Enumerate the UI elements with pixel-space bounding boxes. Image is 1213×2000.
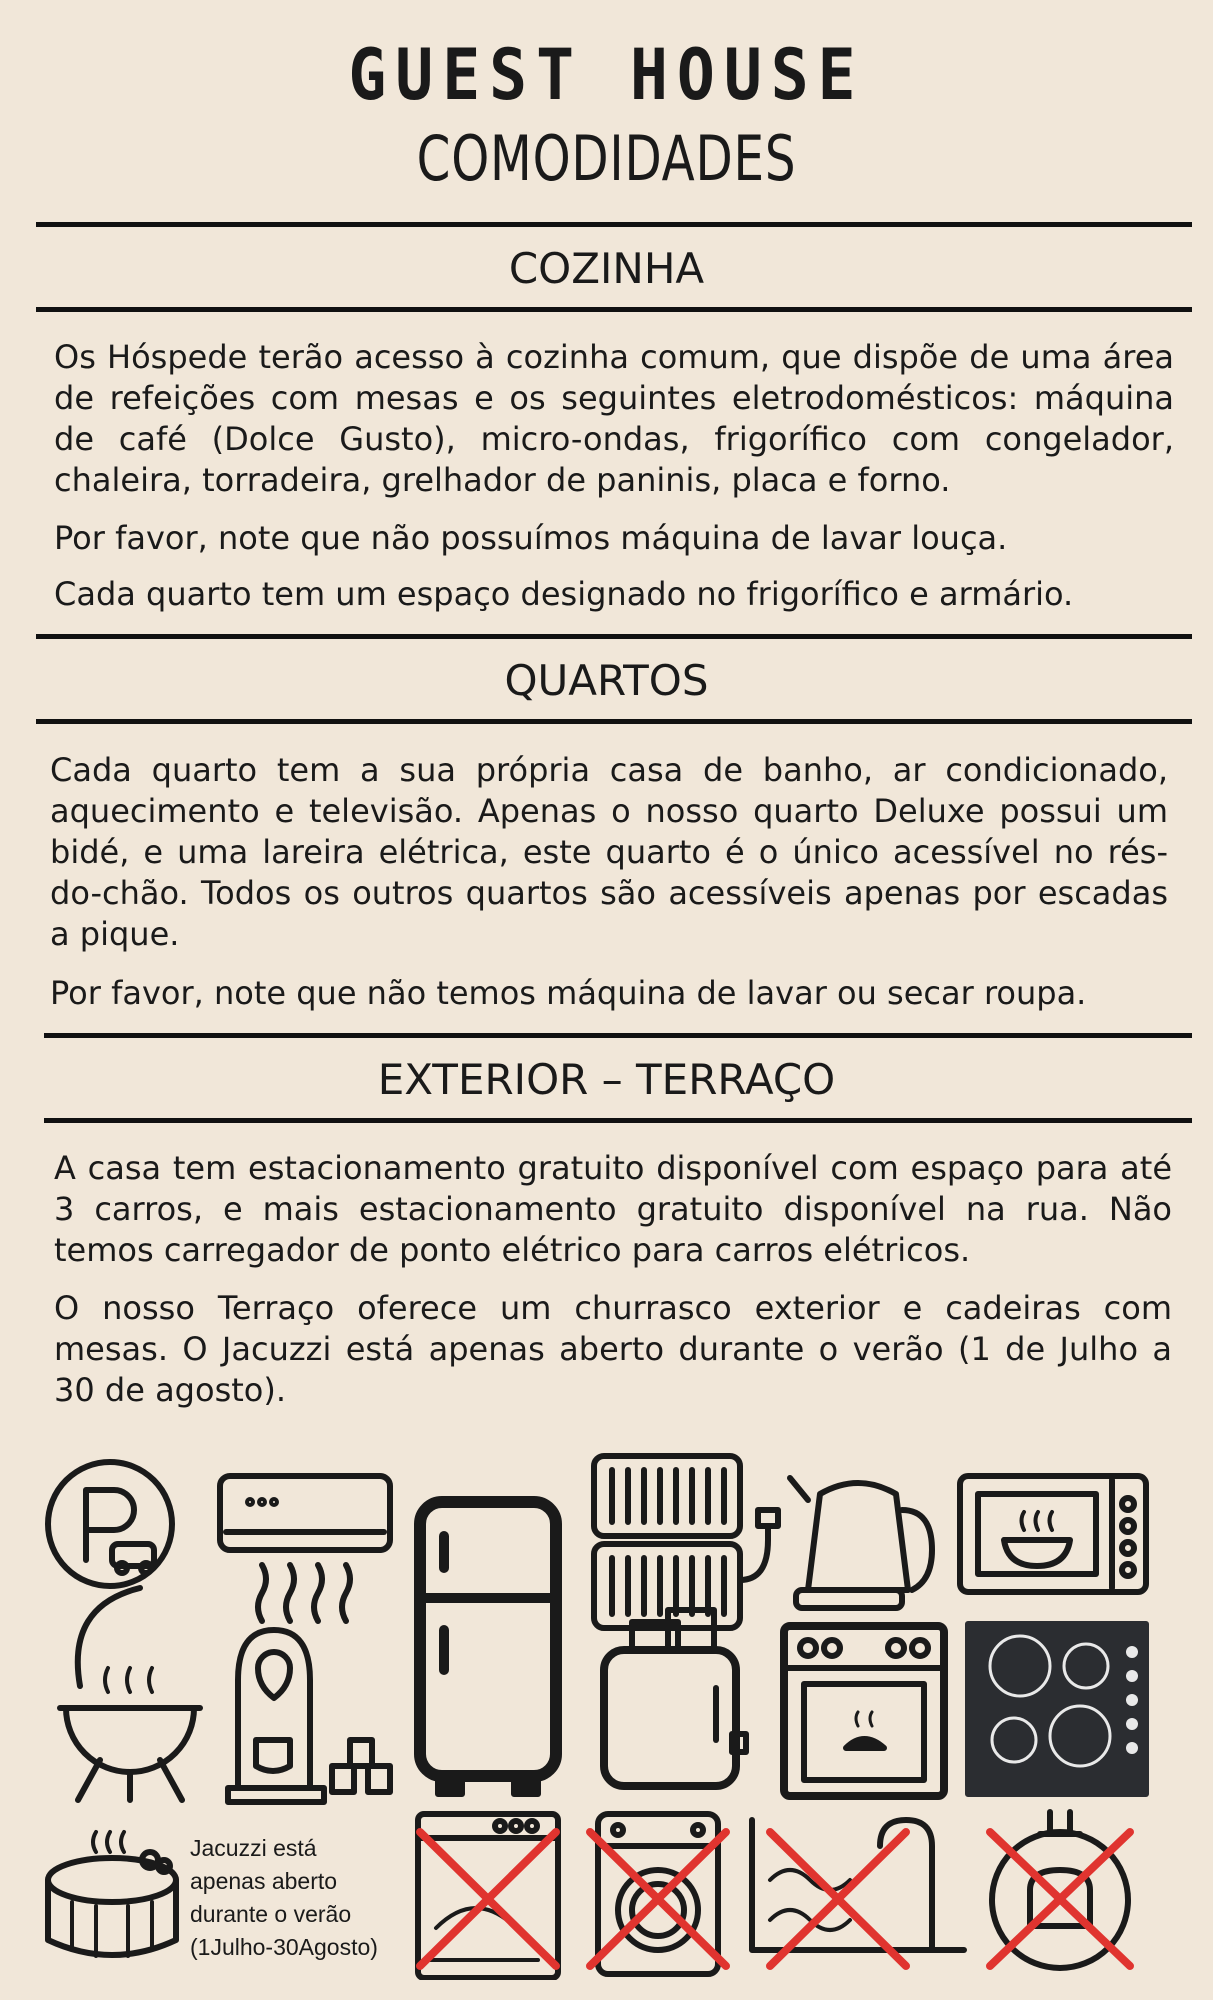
panini-grill-icon [594, 1456, 778, 1628]
oven-icon [784, 1626, 944, 1796]
divider [36, 634, 1192, 639]
bbq-icon [60, 1588, 200, 1800]
rooms-paragraph-1: Cada quarto tem a sua própria casa de banho, ar condicionado, aquecimento e televisão. Apenas o nosso quarto Deluxe possui um bidé, e uma lareira elétrica, este quarto é o único acessível no rés-do-chão. Todos os outros quartos são acessíveis apenas por escadas a pique. [50, 751, 1168, 953]
section-heading-kitchen: COZINHA [508, 244, 705, 293]
rooms-paragraph-2: Por favor, note que não temos máquina de lavar ou secar roupa. [50, 974, 1087, 1012]
microwave-icon [960, 1476, 1146, 1592]
kettle-icon [790, 1478, 932, 1608]
kitchen-paragraph-3: Cada quarto tem um espaço designado no frigorífico e armário. [54, 575, 1074, 613]
exterior-paragraph-1: A casa tem estacionamento gratuito disponível com espaço para até 3 carros, e mais estacionamento gratuito disponível na rua. Não temos carregador de ponto elétrico para carros elétricos. [54, 1149, 1172, 1269]
page-title: GUEST HOUSE [348, 34, 865, 116]
amenities-icon-grid [0, 1440, 1213, 1980]
no-sink-icon [752, 1820, 964, 1950]
hob-icon [968, 1624, 1146, 1794]
kitchen-paragraph-1: Os Hóspede terão acesso à cozinha comum, que dispõe de uma área de refeições com mesas e os seguintes eletrodomésticos: máquina de café (Dolce Gusto), micro-ondas, frigorífico com congelador, chaleira, torradeira, grelhador de paninis, placa e forno. [54, 338, 1174, 499]
page-subtitle: COMODIDADES [416, 122, 797, 195]
divider [36, 307, 1192, 312]
divider [44, 1033, 1192, 1038]
air-conditioner-icon [220, 1476, 390, 1621]
parking-icon [48, 1462, 172, 1586]
divider [36, 719, 1192, 724]
divider [36, 222, 1192, 227]
section-heading-rooms: QUARTOS [504, 656, 709, 705]
section-heading-exterior: EXTERIOR – TERRAÇO [377, 1055, 836, 1104]
jacuzzi-caption: Jacuzzi está apenas aberto durante o verão (1Julho-30Agosto) [190, 1835, 378, 1960]
fridge-icon [420, 1502, 556, 1794]
divider [44, 1118, 1192, 1123]
coffee-machine-icon [228, 1630, 390, 1802]
cross-marks [420, 1832, 1130, 1966]
exterior-paragraph-2: O nosso Terraço oferece um churrasco exterior e cadeiras com mesas. O Jacuzzi está apenas aberto durante o verão (1 de Julho a 30 de agosto). [54, 1289, 1172, 1409]
jacuzzi-icon [48, 1832, 176, 1956]
toaster-icon [604, 1610, 746, 1786]
kitchen-paragraph-2: Por favor, note que não possuímos máquina de lavar louça. [54, 519, 1008, 557]
